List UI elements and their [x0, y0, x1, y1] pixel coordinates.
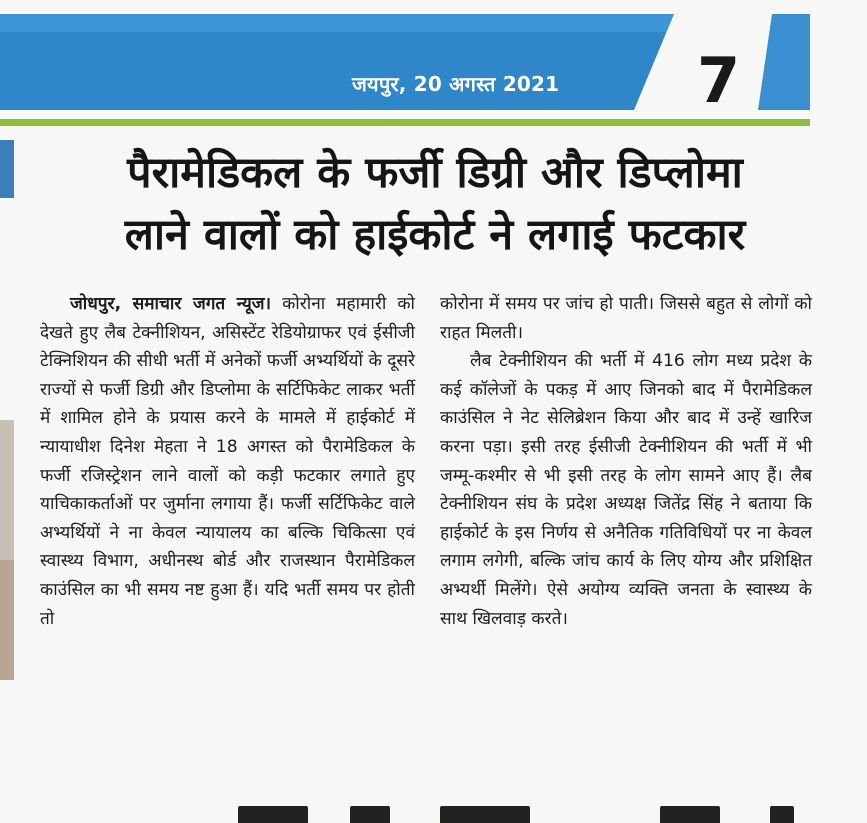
article-headline — [40, 142, 830, 266]
headline-line-1: पैरामेडिकल के फर्जी डिग्री और डिप्लोमा — [127, 148, 743, 198]
adjacent-image-top — [0, 140, 14, 198]
article-column-right — [440, 290, 812, 633]
adjacent-photo-strip-2 — [0, 560, 14, 680]
article-paragraph-2: लैब टेक्नीशियन की भर्ती में 416 लोग मध्य प्रदेश के कई कॉलेजों के पकड़ में आए जिनको बाद में पैरामेडिकल काउंसिल ने नेट सेलिब्रेशन किया और बाद में उन्हें खारिज करना पड़ा। इसी तरह ईसीजी टेक्नीशियन की भर्ती में भी जम्मू-कश्मीर से भी इसी तरह के लोग सामने आए हैं। लैब टेक्नीशियन संघ के प्रदेश अध्यक्ष जितेंद्र सिंह ने बताया कि हाईकोर्ट के इस निर्णय से अनैतिक गतिविधियों पर ना केवल लगाम लगेगी, बल्कि जांच कार्य के लिए योग्य और प्रशिक्षित अभ्यर्थी मिलेंगे। ऐसे अयोग्य व्यक्ति जनता के स्वास्थ्य के साथ खिलवाड़ करते। — [440, 351, 812, 629]
article-column-left — [40, 290, 415, 633]
masthead-banner — [0, 14, 810, 117]
next-article-headline-fragment — [230, 800, 830, 823]
adjacent-article-edge — [0, 140, 14, 823]
right-column-continuation: कोरोना में समय पर जांच हो पाती। जिससे बहुत से लोगों को राहत मिलती। — [440, 294, 812, 343]
issue-dateline: जयपुर, 20 अगस्त 2021 — [352, 72, 560, 96]
adjacent-photo-strip — [0, 420, 14, 560]
header-divider — [0, 119, 810, 126]
left-column-body: कोरोना महामारी को देखते हुए लैब टेक्नीशियन, असिस्टेंट रेडियोग्राफर एवं ईसीजी टेक्निशियन की सीधी भर्ती में अनेकों फर्जी अभ्यर्थियों के दूसरे राज्यों से फर्जी डिग्री और डिप्लोमा के सर्टिफिकेट लाकर भर्ती में शामिल होने के प्रयास करने के मामले में हाईकोर्ट में न्यायाधीश दिनेश मेहता ने 18 अगस्त को पैरामेडिकल के फर्जी रजिस्ट्रेशन लाने वालों को कड़ी फटकार लगाते हुए याचिकाकर्ताओं पर जुर्माना लगाया हैं। फर्जी सर्टिफिकेट वाले अभ्यर्थियों ने ना केवल न्यायालय का बल्कि चिकित्सा एवं स्वास्थ्य विभाग, अधीनस्थ बोर्ड और राजस्थान पैरामेडिकल काउंसिल का भी समय नष्ट हुआ हैं। यदि भर्ती समय पर होती तो — [40, 294, 416, 629]
headline-line-2: लाने वालों को हाईकोर्ट ने लगाई फटकार — [124, 210, 746, 260]
article-lead: जोधपुर, समाचार जगत न्यूज। — [70, 294, 272, 314]
page-number: 7 — [697, 44, 741, 117]
